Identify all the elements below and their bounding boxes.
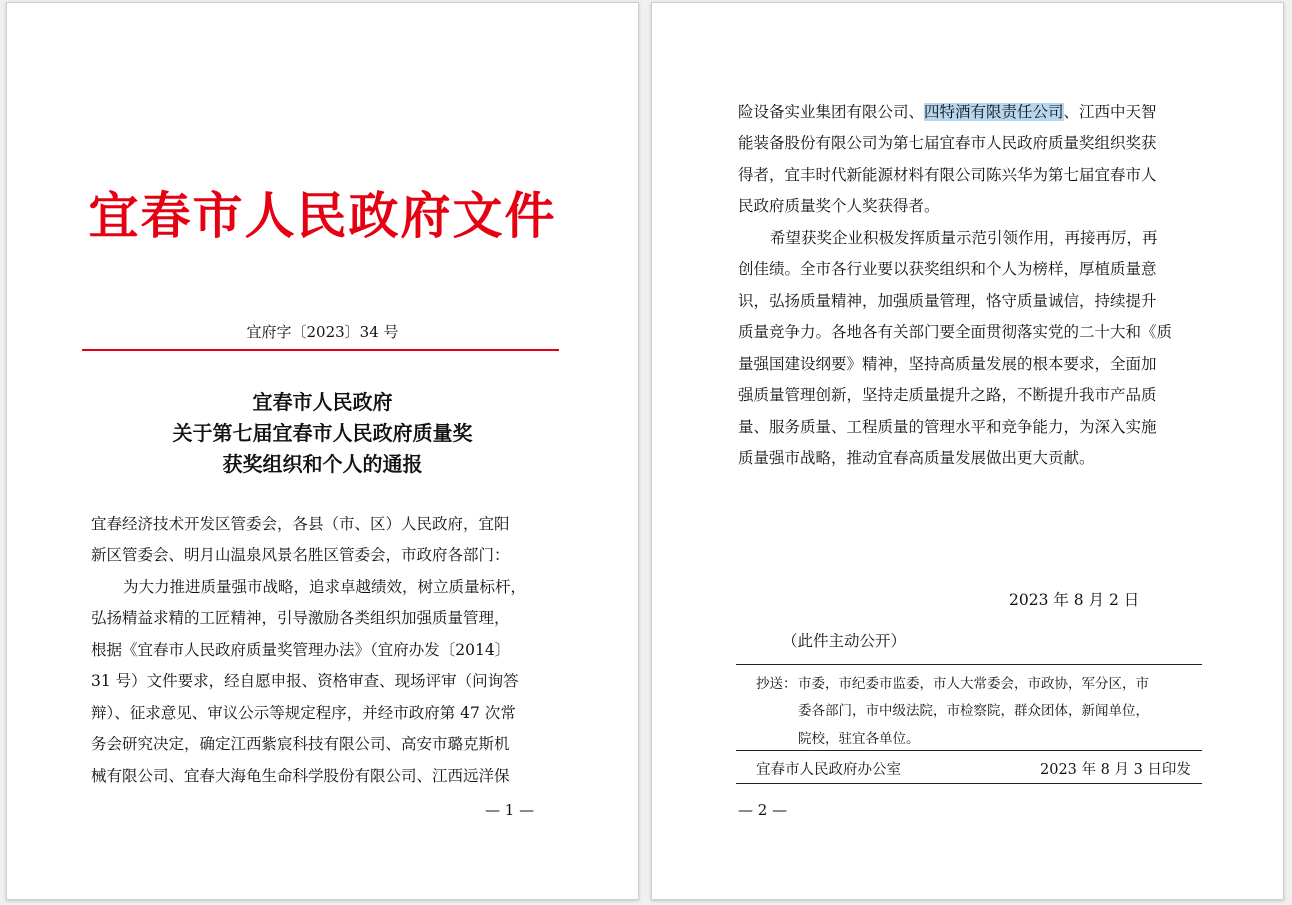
body-line: 务会研究决定，确定江西紫宸科技有限公司、高安市璐克斯机 <box>91 735 510 753</box>
public-note: （此件主动公开） <box>782 632 907 650</box>
page-number: — 1 — <box>485 801 535 819</box>
body-line: 新区管委会、明月山温泉风景名胜区管委会，市政府各部门： <box>91 546 510 564</box>
body-line: 希望获奖企业积极发挥质量示范引领作用，再接再厉，再 <box>770 229 1158 247</box>
text-run: 、江西中天智 <box>1063 103 1157 121</box>
body-line: 辩）、征求意见、审议公示等规定程序，并经市政府第 47 次常 <box>91 704 516 722</box>
body-line: 为大力推进质量强市战略，追求卓越绩效，树立质量标杆， <box>123 578 527 596</box>
highlighted-text[interactable]: 四特酒有限责任公司 <box>924 103 1064 121</box>
cc-line: 市委，市纪委市监委，市人大常委会，市政协，军分区，市 <box>798 676 1149 692</box>
title-line: 获奖组织和个人的通报 <box>222 452 423 476</box>
cc-label: 抄送： <box>756 676 797 692</box>
document-number: 宜府字〔2023〕34 号 <box>246 323 399 341</box>
red-separator-line <box>82 349 559 351</box>
print-date: 2023 年 8 月 3 日印发 <box>1040 762 1191 778</box>
body-line: 量、服务质量、工程质量的管理水平和竞争能力，为深入实施 <box>738 418 1157 436</box>
body-line: 得者，宜丰时代新能源材料有限公司陈兴华为第七届宜春市人 <box>738 166 1157 184</box>
body-line: 能装备股份有限公司为第七届宜春市人民政府质量奖组织奖获 <box>738 134 1157 152</box>
body-line: 量强国建设纲要》精神，坚持高质量发展的根本要求，全面加 <box>738 355 1157 373</box>
notice-title <box>7 387 638 480</box>
page-2 <box>651 2 1284 900</box>
body-line: 识，弘扬质量精神，加强质量管理，恪守质量诚信，持续提升 <box>738 292 1157 310</box>
title-line: 宜春市人民政府 <box>252 390 393 414</box>
body-line: 创佳绩。全市各行业要以获奖组织和个人为榜样，厚植质量意 <box>738 260 1157 278</box>
text-run: 险设备实业集团有限公司、 <box>738 103 925 121</box>
body-line: 强质量管理创新，坚持走质量提升之路，不断提升我市产品质 <box>738 386 1157 404</box>
cc-line: 院校，驻宜各单位。 <box>798 731 920 747</box>
body-line: 质量竞争力。各地各有关部门要全面贯彻落实党的二十大和《质 <box>738 323 1173 341</box>
body-line: 质量强市战略，推动宜春高质量发展做出更大贡献。 <box>738 449 1095 467</box>
footer-rule <box>736 783 1202 784</box>
body-line: 31 号）文件要求，经自愿申报、资格审查、现场评审（问询答 <box>91 672 519 690</box>
body-line: 宜春经济技术开发区管委会，各县（市、区）人民政府，宜阳 <box>91 515 510 533</box>
issuing-office: 宜春市人民政府办公室 <box>756 762 901 778</box>
title-line: 关于第七届宜春市人民政府质量奖 <box>172 421 473 445</box>
cc-bottom-rule <box>736 750 1202 751</box>
body-line: 根据《宜春市人民政府质量奖管理办法》（宜府办发〔2014〕 <box>91 641 511 659</box>
body-line: 弘扬精益求精的工匠精神，引导激励各类组织加强质量管理， <box>91 609 510 627</box>
page-1 <box>6 2 639 900</box>
issue-date: 2023 年 8 月 2 日 <box>1009 591 1140 609</box>
body-line: 械有限公司、宜春大海龟生命科学股份有限公司、江西远洋保 <box>91 767 510 785</box>
cc-line: 委各部门，市中级法院，市检察院，群众团体，新闻单位， <box>798 703 1149 719</box>
page-number: — 2 — <box>738 801 788 819</box>
body-line <box>738 102 1157 122</box>
masthead-title: 宜春市人民政府文件 <box>88 187 557 245</box>
cc-top-rule <box>736 664 1202 665</box>
body-line: 民政府质量奖个人奖获得者。 <box>738 197 940 215</box>
